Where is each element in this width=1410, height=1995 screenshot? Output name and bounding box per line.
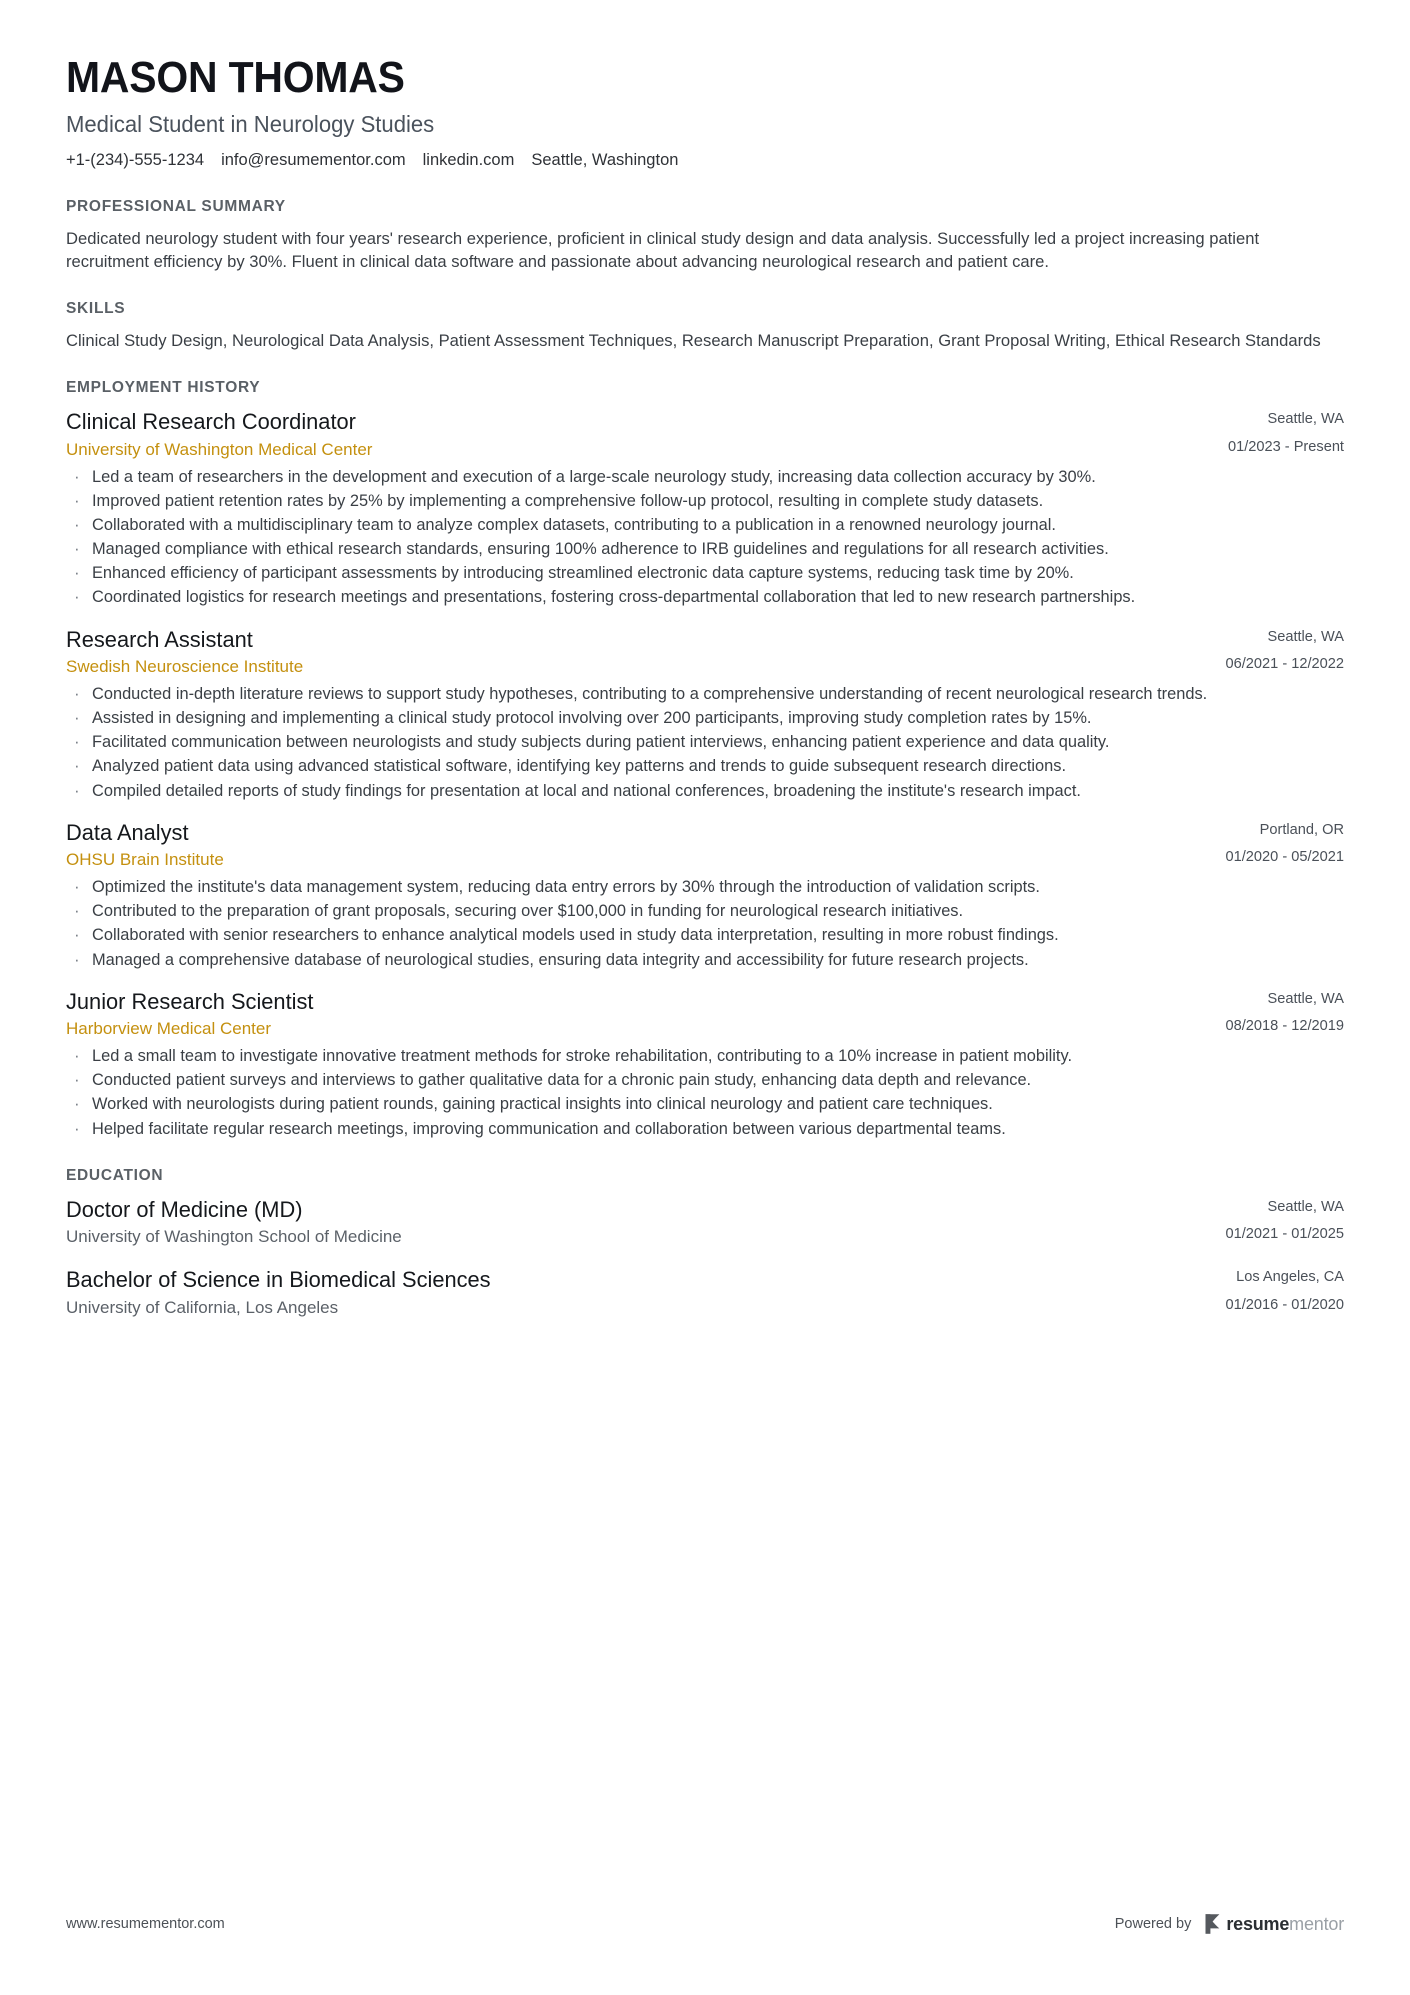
job-bullet: · Managed a comprehensive database of neurological studies, ensuring data integrity and accessibility for future research projects. — [66, 949, 1344, 972]
employment-entry-main — [66, 408, 1204, 461]
school-name: University of California, Los Angeles — [66, 1297, 339, 1317]
summary-text: Dedicated neurology student with four years' research experience, proficient in clinical study design and data analysis. Successfully led a project increasing patient recruitment efficiency by 30%. Fluent in clinical data software and passionate about advancing neurological research and patient care. — [66, 228, 1260, 272]
powered-by-label: Powered by — [1114, 1916, 1192, 1932]
education-entry — [66, 1266, 1344, 1319]
education-entry-header — [66, 1266, 1344, 1319]
job-bullet: · Compiled detailed reports of study findings for presentation at local and national conferences, broadening the institute's research impact. — [66, 780, 1344, 803]
degree-title: Bachelor of Science in Biomedical Sciences — [66, 1267, 491, 1293]
section-education — [66, 1167, 1344, 1319]
page-footer — [66, 1913, 1344, 1935]
job-bullet: · Improved patient retention rates by 25% by implementing a comprehensive follow-up protocol, resulting in complete study datasets. — [66, 490, 1344, 513]
section-professional-summary — [66, 198, 1344, 275]
education-entry-main — [66, 1266, 1202, 1319]
employment-entry-main — [66, 988, 1202, 1041]
employment-entry-meta — [1226, 819, 1344, 865]
school-location: Seattle, WA — [1267, 1198, 1344, 1215]
logo-text-resume: resume — [1226, 1914, 1290, 1934]
section-title-employment: EMPLOYMENT HISTORY — [66, 379, 261, 397]
school-dates: 01/2016 - 01/2020 — [1225, 1296, 1344, 1313]
education-entry-header — [66, 1196, 1344, 1249]
education-list — [66, 1196, 1344, 1319]
job-bullet: · Assisted in designing and implementing a clinical study protocol involving over 200 participants, improving study completion rates by 15%. — [66, 707, 1344, 730]
school-name: University of Washington School of Medicine — [66, 1227, 402, 1247]
candidate-name: MASON THOMAS — [66, 53, 405, 102]
employer-name: OHSU Brain Institute — [66, 850, 224, 870]
logo-wordmark — [1226, 1915, 1344, 1933]
job-bullet: · Collaborated with senior researchers to enhance analytical models used in study data interpretation, resulting in more robust findings. — [66, 924, 1344, 947]
contact-email[interactable]: info@resumementor.com — [221, 151, 406, 170]
contact-linkedin[interactable]: linkedin.com — [422, 151, 515, 170]
section-title-education: EDUCATION — [66, 1166, 164, 1184]
job-location: Seattle, WA — [1267, 411, 1344, 428]
job-bullet: · Collaborated with a multidisciplinary team to analyze complex datasets, contributing to a publication in a renowned neurology journal. — [66, 514, 1344, 537]
school-location: Los Angeles, CA — [1236, 1269, 1344, 1286]
bookmark-icon — [1204, 1913, 1221, 1935]
job-bullet: · Facilitated communication between neurologists and study subjects during patient interviews, enhancing patient experience and data quality. — [66, 731, 1344, 754]
employment-entry-header — [66, 408, 1344, 461]
job-dates: 08/2018 - 12/2019 — [1225, 1018, 1344, 1035]
resume-header — [66, 54, 1344, 172]
education-entry-meta — [1226, 1266, 1344, 1312]
job-bullet: · Optimized the institute's data management system, reducing data entry errors by 30% through the introduction of validation scripts. — [66, 876, 1344, 899]
contact-location: Seattle, Washington — [531, 151, 679, 170]
job-dates: 01/2020 - 05/2021 — [1225, 849, 1344, 866]
job-bullet: · Worked with neurologists during patient rounds, gaining practical insights into clinical neurology and patient care techniques. — [66, 1093, 1344, 1116]
employer-name: Swedish Neuroscience Institute — [66, 656, 304, 676]
education-entry-main — [66, 1196, 1202, 1249]
logo-text-mentor: mentor — [1289, 1914, 1344, 1934]
job-bullet-list — [66, 466, 1344, 610]
job-title: Junior Research Scientist — [66, 988, 314, 1014]
contact-phone: +1-(234)-555-1234 — [66, 151, 205, 170]
job-bullet: · Helped facilitate regular research meetings, improving communication and collaboration between various departmental teams. — [66, 1118, 1344, 1141]
job-title: Research Assistant — [66, 626, 253, 652]
job-dates: 01/2023 - Present — [1227, 438, 1344, 455]
employment-list — [66, 408, 1344, 1141]
job-bullet: · Contributed to the preparation of grant proposals, securing over $100,000 in funding for neurological research initiatives. — [66, 900, 1344, 923]
section-title-summary: PROFESSIONAL SUMMARY — [66, 197, 286, 215]
job-bullet: · Managed compliance with ethical research standards, ensuring 100% adherence to IRB guidelines and regulations for all research activities. — [66, 538, 1344, 561]
job-title: Data Analyst — [66, 819, 189, 845]
employment-entry — [66, 988, 1344, 1141]
employment-entry-main — [66, 819, 1202, 872]
job-dates: 06/2021 - 12/2022 — [1225, 656, 1344, 673]
job-bullet: · Analyzed patient data using advanced statistical software, identifying key patterns and trends to guide subsequent research directions. — [66, 755, 1344, 778]
job-location: Seattle, WA — [1267, 990, 1344, 1007]
employment-entry-meta — [1226, 626, 1344, 672]
employment-entry-header — [66, 988, 1344, 1041]
employment-entry-meta — [1228, 408, 1344, 454]
job-title: Clinical Research Coordinator — [66, 409, 356, 435]
job-bullet: · Coordinated logistics for research meetings and presentations, fostering cross-departmental collaboration that led to new research partnerships. — [66, 586, 1344, 609]
employment-entry — [66, 408, 1344, 609]
contact-row — [66, 150, 1344, 171]
job-bullet-list — [66, 683, 1344, 803]
employer-name: University of Washington Medical Center — [66, 439, 373, 459]
job-bullet: · Enhanced efficiency of participant assessments by introducing streamlined electronic data capture systems, reducing task time by 20%. — [66, 562, 1344, 585]
employment-entry — [66, 819, 1344, 972]
education-entry-meta — [1226, 1196, 1344, 1242]
job-bullet-list — [66, 1045, 1344, 1141]
job-location: Portland, OR — [1259, 821, 1344, 838]
job-bullet: · Led a team of researchers in the development and execution of a large-scale neurology study, increasing data collection accuracy by 30%. — [66, 466, 1344, 489]
employment-entry-main — [66, 626, 1202, 679]
section-skills — [66, 300, 1344, 353]
employment-entry-meta — [1226, 988, 1344, 1034]
employment-entry-header — [66, 626, 1344, 679]
job-location: Seattle, WA — [1267, 628, 1344, 645]
employment-entry-header — [66, 819, 1344, 872]
job-bullet: · Led a small team to investigate innovative treatment methods for stroke rehabilitation, contributing to a 10% increase in patient mobility. — [66, 1045, 1344, 1068]
employment-entry — [66, 626, 1344, 803]
candidate-headline: Medical Student in Neurology Studies — [66, 110, 435, 137]
resumementor-logo[interactable] — [1204, 1913, 1344, 1935]
section-employment-history — [66, 379, 1344, 1141]
footer-brand — [1115, 1913, 1344, 1935]
education-entry — [66, 1196, 1344, 1249]
skills-text: Clinical Study Design, Neurological Data Analysis, Patient Assessment Techniques, Research Manuscript Preparation, Grant Proposal Writing, Ethical Research Standards — [66, 331, 1321, 351]
job-bullet-list — [66, 876, 1344, 972]
degree-title: Doctor of Medicine (MD) — [66, 1196, 303, 1222]
section-title-skills: SKILLS — [66, 300, 126, 318]
footer-url[interactable]: www.resumementor.com — [66, 1916, 225, 1932]
job-bullet: · Conducted in-depth literature reviews to support study hypotheses, contributing to a comprehensive understanding of recent neurological research trends. — [66, 683, 1344, 706]
job-bullet: · Conducted patient surveys and interviews to gather qualitative data for a chronic pain study, enhancing data depth and relevance. — [66, 1069, 1344, 1092]
employer-name: Harborview Medical Center — [66, 1019, 272, 1039]
school-dates: 01/2021 - 01/2025 — [1225, 1226, 1344, 1243]
